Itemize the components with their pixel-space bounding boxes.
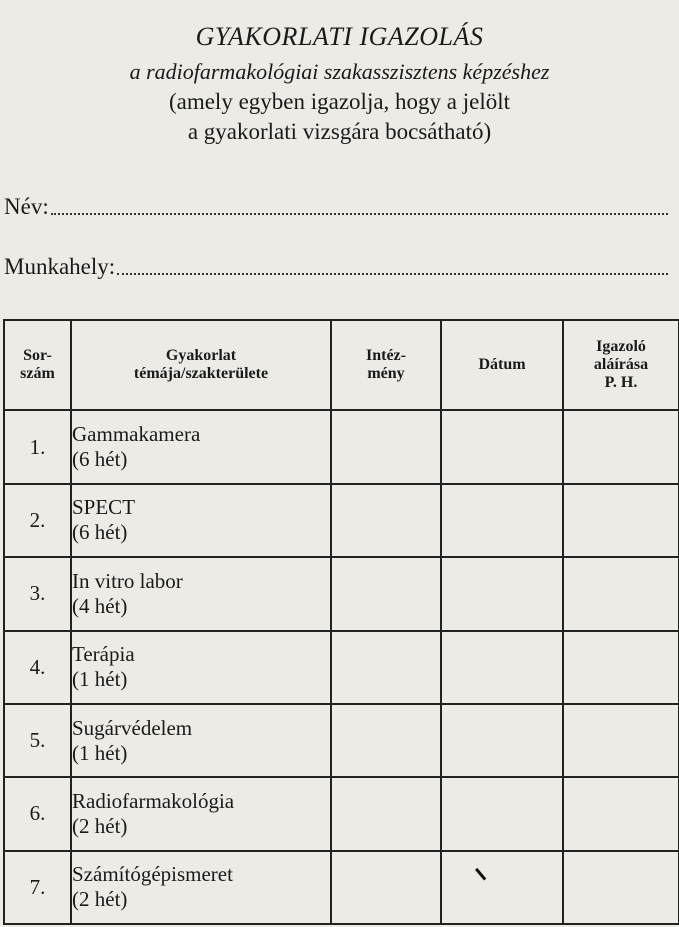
date-cell[interactable] <box>441 631 563 704</box>
institution-cell[interactable] <box>331 851 441 924</box>
row-number: 5. <box>4 704 71 777</box>
institution-cell[interactable] <box>331 777 441 850</box>
header-institution-line: Intéz- <box>366 347 406 365</box>
topic-name: Sugárvédelem <box>72 715 193 740</box>
header-num <box>4 320 71 410</box>
date-cell[interactable] <box>441 410 563 483</box>
form-note-line-2: a gyakorlati vizsgára bocsátható) <box>187 119 492 144</box>
workplace-field <box>4 254 668 280</box>
signature-cell[interactable] <box>563 410 679 483</box>
header-signature-line: Igazoló <box>596 338 646 356</box>
name-field <box>4 194 668 220</box>
date-cell[interactable] <box>441 557 563 630</box>
row-number: 3. <box>4 557 71 630</box>
row-number: 6. <box>4 777 71 850</box>
header-signature <box>563 320 679 410</box>
workplace-fill-line[interactable] <box>117 273 668 275</box>
topic-duration: (1 hét) <box>72 667 128 692</box>
date-cell[interactable] <box>441 777 563 850</box>
table-row <box>4 631 679 704</box>
workplace-label: Munkahely: <box>4 254 116 279</box>
row-topic <box>71 557 331 630</box>
topic-duration: (2 hét) <box>72 887 128 912</box>
topic-name: SPECT <box>72 495 136 520</box>
header-date <box>441 320 563 410</box>
header-date-line: Dátum <box>478 356 526 374</box>
institution-cell[interactable] <box>331 410 441 483</box>
practice-table <box>3 319 679 925</box>
topic-duration: (6 hét) <box>72 447 128 472</box>
name-fill-line[interactable] <box>51 213 668 215</box>
row-number: 7. <box>4 851 71 924</box>
row-number: 4. <box>4 631 71 704</box>
table-row <box>4 777 679 850</box>
topic-duration: (6 hét) <box>72 520 128 545</box>
signature-cell[interactable] <box>563 631 679 704</box>
institution-cell[interactable] <box>331 631 441 704</box>
row-topic <box>71 777 331 850</box>
row-topic <box>71 484 331 557</box>
topic-name: Terápia <box>72 642 135 667</box>
table-row <box>4 557 679 630</box>
row-topic <box>71 631 331 704</box>
header-signature-line: aláírása <box>593 356 649 374</box>
row-topic <box>71 704 331 777</box>
topic-name: Számítógépismeret <box>72 862 233 887</box>
signature-cell[interactable] <box>563 484 679 557</box>
header-topic <box>71 320 331 410</box>
header-institution <box>331 320 441 410</box>
header-num-line: szám <box>20 365 55 383</box>
topic-duration: (4 hét) <box>72 593 128 618</box>
institution-cell[interactable] <box>331 704 441 777</box>
signature-cell[interactable] <box>563 704 679 777</box>
date-cell[interactable] <box>441 484 563 557</box>
row-topic <box>71 851 331 924</box>
name-label: Név: <box>4 194 49 219</box>
topic-name: Radiofarmakológia <box>72 788 235 813</box>
signature-cell[interactable] <box>563 851 679 924</box>
topic-name: In vitro labor <box>72 568 183 593</box>
table-row <box>4 484 679 557</box>
header-num-line: Sor- <box>23 347 52 365</box>
topic-name: Gammakamera <box>72 422 201 447</box>
row-number: 1. <box>4 410 71 483</box>
date-cell[interactable] <box>441 704 563 777</box>
header-topic-line: témája/szakterülete <box>133 365 269 383</box>
form-note-line-1: (amely egyben igazolja, hogy a jelölt <box>168 89 511 114</box>
table-header-row <box>4 320 679 410</box>
row-number: 2. <box>4 484 71 557</box>
form-subtitle: a radiofarmakológiai szakasszisztens képzéshez <box>129 59 550 84</box>
topic-duration: (2 hét) <box>72 813 128 838</box>
topic-duration: (1 hét) <box>72 740 128 765</box>
table-row <box>4 410 679 483</box>
row-topic <box>71 410 331 483</box>
header-institution-line: mény <box>367 365 405 383</box>
date-cell[interactable] <box>441 851 563 924</box>
header-signature-line: P. H. <box>604 374 638 392</box>
institution-cell[interactable] <box>331 557 441 630</box>
signature-cell[interactable] <box>563 777 679 850</box>
table-row <box>4 851 679 924</box>
form-title: GYAKORLATI IGAZOLÁS <box>195 22 484 51</box>
table-row <box>4 704 679 777</box>
institution-cell[interactable] <box>331 484 441 557</box>
signature-cell[interactable] <box>563 557 679 630</box>
header-topic-line: Gyakorlat <box>165 347 237 365</box>
